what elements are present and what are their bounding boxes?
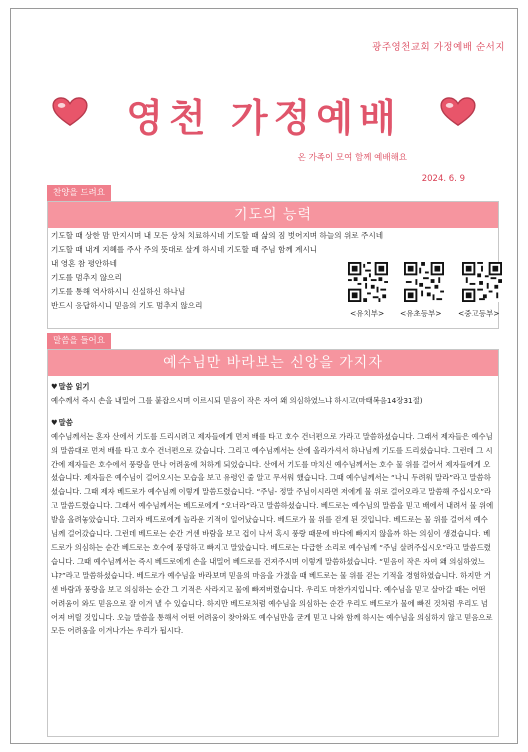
- sermon-text: 예수님께서는 혼자 산에서 기도를 드리시려고 제자들에게 먼저 배를 타고 호수 건너편으로 가라고 말씀하셨습니다. 그래서 제자들은 예수님의 말씀대로 먼저 배를 타고 호수 건너편으로 갔습니다. 그리고 예수님께서는 산에 올라가셔서 하나님께 기도를 드리셨습니다. 그런데 그 시간에 제자들은 호수에서 풍랑을 만나 어려움에 처하게 되었습니다. 산에서 기도를 마치신 예수님께서는 호수 물 위를 걸어서 제자들에게 오셨습니다. 제자들은 예수님이 걸어오시는 모습을 보고 유령인 줄 알고 무서워 했습니다. 그때 예수님께서는 “나니 두려워 말라”라고 말씀하셨습니다. 그때 제자 베드로가 예수님께 이렇게 말씀드렸습니다. “주님- 정말 주님이시라면 저에게 물 위로 걸어오라고 말씀해 주십시오”라고 말씀드렸습니다. 그래서 예수님께서는 베드로에게 “오너라”라고 말씀하셨습니다. 베드로는 예수님의 말씀을 믿고 배에서 내려서 물 위에 발을 올려놓았습니다. 그러자 베드로에게 놀라운 기적이 일어났습니다. 베드로가 물 위를 걷게 된 것입니다. 베드로는 물 위를 걸어서 예수님께 걸어갔습니다. 그런데 베드로는 순간 거센 바람을 보고 겁이 나서 혹시 풍랑 때문에 바다에 빠지지 않을까 하는 의심이 생겼습니다. 베드로가 의심하는 순간 베드로는 호수에 풍덩하고 빠지고 말았습니다. 베드로는 다급한 소리로 예수님께 “주님 살려주십시오”라고 말씀드렸습니다. 그때 예수님께서는 즉시 베드로에게 손을 내밀어 베드로를 건져주시며 이렇게 말씀하셨습니다. “믿음이 작은 자여 왜 의심하였느냐?”라고 말씀하셨습니다. 베드로가 예수님을 바라보며 믿음의 마음을 가졌을 때 베드로는 물 위를 걷는 기적을 경험하였습니다. 하지만 거센 바람과 풍랑을 보고 의심하는 순간 그 기적은 사라지고 물에 빠져버렸습니다. 우리도 마찬가지입니다. 예수님을 믿고 살아갈 때는 어떤 어려움이 와도 믿음으로 잘 이겨 낼 수 있습니다. 하지만 베드로처럼 예수님을 의심하는 순간 우리도 베드로가 물에 빠진 것처럼 우리도 넘어져 버릴 것입니다. 오늘 말씀을 통해서 어떤 어려움이 찾아와도 예수님만을 굳게 믿고 나와 함께 하시는 예수님을 의심하지 않고 믿음으로 모든 어려움을 이겨나가는 우리가 됩시다.: [51, 431, 494, 636]
- bulletin-subtitle: 온 가족이 모여 함께 예배해요: [297, 153, 407, 163]
- qr-code-icon[interactable]: [404, 262, 444, 302]
- sermon-label: 말씀: [58, 417, 73, 427]
- lyric-line: 기도할 때 상한 맘 만지시며 내 모든 상처 치료하시네 기도할 때 삶의 짐 벗어지며 하늘의 위로 주시네: [51, 231, 384, 240]
- qr-code-icon[interactable]: [348, 262, 388, 302]
- reading-label: 말씀 읽기: [58, 382, 90, 391]
- reading-text: 예수께서 즉시 손을 내밀어 그를 붙잡으시며 이르시되 믿음이 작은 자여 왜 의심하였느냐 하시고(마태복음14장31절): [51, 395, 423, 405]
- heart-bullet-icon: ♥: [51, 382, 58, 391]
- word-section: [47, 349, 499, 737]
- lyric-line: 반드시 응답하시니 믿음의 기도 멈추지 않으리: [51, 301, 203, 310]
- lyric-line: 기도를 멈추지 않으리: [51, 273, 122, 282]
- qr-label: <중고등부>: [458, 309, 500, 318]
- word-section-tag: 말씀을 들어요: [47, 333, 111, 349]
- praise-section-tag: 찬양을 드려요: [47, 185, 111, 201]
- bulletin-source: 광주영천교회 가정예배 순서지: [372, 42, 505, 53]
- qr-code-icon[interactable]: [462, 262, 502, 302]
- praise-section: [47, 201, 499, 329]
- bulletin-date: 2024. 6. 9: [421, 174, 465, 184]
- sermon-headline: 예수님만 바라보는 신앙을 가지자: [48, 350, 498, 376]
- qr-label: <유치부>: [350, 309, 385, 318]
- lyric-line: 내 영혼 참 평안하네: [51, 259, 117, 268]
- heart-bullet-icon: ♥: [51, 417, 58, 427]
- worship-bulletin-page: [10, 8, 518, 744]
- qr-label: <유초등부>: [400, 309, 442, 318]
- song-title: 기도의 능력: [48, 202, 498, 228]
- bulletin-title: 영천 가정예배: [126, 96, 402, 140]
- lyric-line: 기도할 때 내게 지혜를 주사 주의 뜻대로 살게 하시네 기도할 때 주님 함께 계시니: [51, 245, 318, 254]
- heart-icon: [439, 97, 477, 127]
- lyric-line: 기도를 통해 역사하시니 신실하신 하나님: [51, 287, 186, 296]
- sermon-body: [48, 376, 498, 638]
